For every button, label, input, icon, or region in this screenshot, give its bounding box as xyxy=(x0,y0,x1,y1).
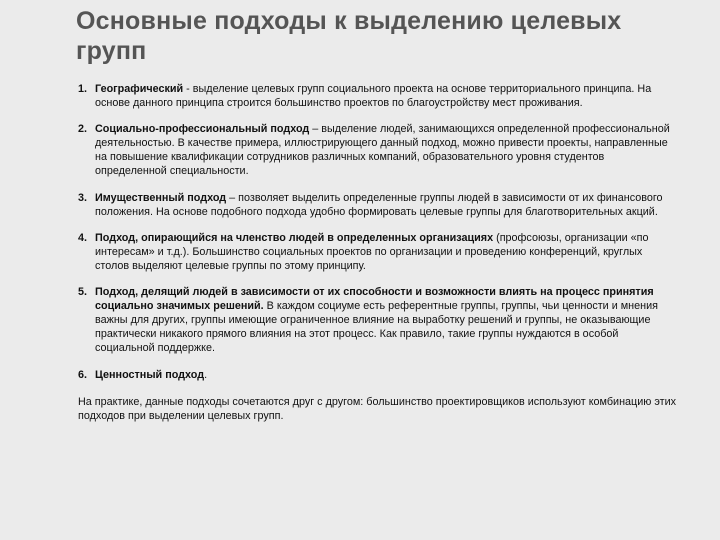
item-text: – позволяет выделить определенные группы людей в зависимости от их финансового положения. На основе подобного подхода удобно формировать целевые группы для благотворительных акций. xyxy=(95,191,663,218)
item-text: . xyxy=(204,368,208,381)
item-number: 2. xyxy=(78,123,88,136)
item-number: 5. xyxy=(78,286,88,299)
approach-item-values xyxy=(78,368,678,382)
item-term: Социально-профессиональный подход xyxy=(95,123,310,136)
approach-item-geographic xyxy=(78,82,678,110)
conclusion-paragraph: На практике, данные подходы сочетаются друг с другом: большинство проектировщиков используют комбинацию этих подходов при выделении целевых групп. xyxy=(78,395,676,422)
item-text: В каждом социуме есть референтные группы, группы, чьи ценности и мнения важны для других, группы имеющие ограниченное влияние на выработку решений и группы, не оказывающие практически никакого прямого влияния на этот процесс. Как правило, такие группы нуждаются в особой социальной поддержке. xyxy=(95,300,658,355)
item-term: Имущественный подход xyxy=(95,191,227,204)
item-number: 1. xyxy=(78,83,88,95)
approach-item-social-professional xyxy=(78,122,678,178)
item-number: 3. xyxy=(78,191,88,204)
item-number: 6. xyxy=(78,368,88,381)
slide-title: Основные подходы к выделению целевых групп xyxy=(76,7,622,65)
slide-content xyxy=(78,82,678,423)
item-number: 4. xyxy=(78,231,88,244)
approach-list xyxy=(78,82,678,382)
item-term: Ценностный подход xyxy=(95,368,205,381)
item-text: (профсоюзы, организации «по интересам» и т.д.). Большинство социальных проектов по организации и проведению конференций, круглых столов выделяют целевые группы по этому принципу. xyxy=(95,231,649,272)
item-term: Подход, делящий людей в зависимости от их способности и возможности влиять на процесс принятия социально значимых решений. xyxy=(95,286,654,313)
item-text: - выделение целевых групп социального проекта на основе территориального принципа. На основе данного принципа строится большинство проектов по благоустройству мест проживания. xyxy=(95,83,652,110)
item-text: – выделение людей, занимающихся определенной профессиональной деятельностью. В качестве примера, иллюстрирующего данный подход, можно привести проекты, направленные на повышение квалификации сотрудников различных компаний, образовательного уровня студентов определенной специальности. xyxy=(95,123,670,178)
approach-item-property xyxy=(78,191,678,219)
item-term: Географический xyxy=(95,83,184,95)
item-term: Подход, опирающийся на членство людей в определенных организациях xyxy=(95,231,494,244)
approach-item-influence xyxy=(78,285,678,355)
approach-item-membership xyxy=(78,231,678,273)
